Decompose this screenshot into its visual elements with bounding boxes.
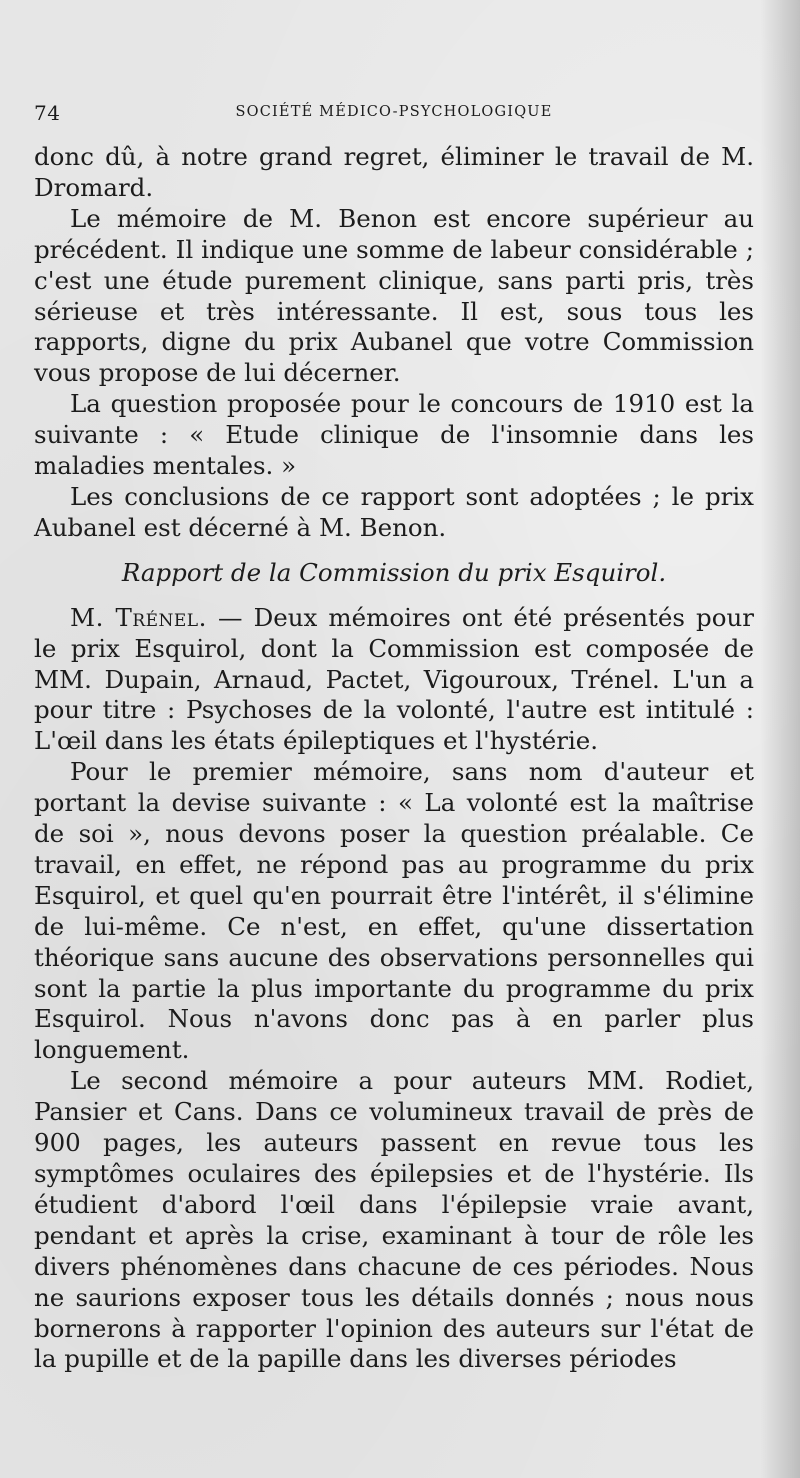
paragraph-dromard: donc dû, à notre grand regret, éliminer le travail de M. Dromard. (34, 142, 754, 202)
page-body (34, 142, 754, 1375)
paragraph-question-1910: La question proposée pour le concours de 1910 est la suivante : « Etude clinique de l'insomnie dans les maladies mentales. » (34, 389, 754, 481)
paragraph-second-memoir: Le second mémoire a pour auteurs MM. Rodiet, Pansier et Cans. Dans ce volumineux travail de près de 900 pages, les auteurs passent en revue tous les symptômes oculaires des épilepsies et de l'hystérie. Ils étudient d'abord l'œil dans l'épilepsie vraie avant, pendant et après la crise, examinant à tour de rôle les divers phénomènes dans chacune de ces périodes. Nous ne saurions exposer tous les détails donnés ; nous nous bornerons à rapporter l'opinion des auteurs sur l'état de la pupille et de la papille dans les diverses périodes (34, 1066, 754, 1374)
page-gutter-shadow (760, 0, 800, 1478)
page-number: 74 (34, 101, 61, 125)
running-head: SOCIÉTÉ MÉDICO-PSYCHOLOGIQUE (235, 104, 553, 120)
speaker-name: M. Trénel. (70, 602, 207, 632)
paragraph-benon-memoir: Le mémoire de M. Benon est encore supérieur au précédent. Il indique une somme de labeur considérable ; c'est une étude purement clinique, sans parti pris, très sérieuse et très intéressante. Il est, sous tous les rapports, digne du prix Aubanel que votre Commission vous propose de lui décerner. (34, 203, 754, 388)
paragraph-trenel (34, 603, 754, 758)
paragraph-first-memoir: Pour le premier mémoire, sans nom d'auteur et portant la devise suivante : « La volonté est la maîtrise de soi », nous devons poser la question préalable. Ce travail, en effet, ne répond pas au programme du prix Esquirol, et quel qu'en pourrait être l'intérêt, il s'élimine de lui-même. Ce n'est, en effet, qu'une dissertation théorique sans aucune des observations personnelles qui sont la partie la plus importante du programme du prix Esquirol. Nous n'avons donc pas à en parler plus longuement. (34, 757, 754, 1065)
section-title-esquirol: Rapport de la Commission du prix Esquirol. (121, 557, 667, 587)
paragraph-conclusions: Les conclusions de ce rapport sont adoptées ; le prix Aubanel est décerné à M. Benon. (34, 481, 754, 542)
paragraph-trenel-text: — Deux mémoires ont été présentés pour le prix Esquirol, dont la Commission est composée de MM. Dupain, Arnaud, Pactet, Vigouroux, Trénel. L'un a pour titre : Psychoses de la volonté, l'autre est intitulé : L'œil dans les états épileptiques et l'hystérie. (34, 602, 754, 756)
page-header (34, 101, 754, 127)
